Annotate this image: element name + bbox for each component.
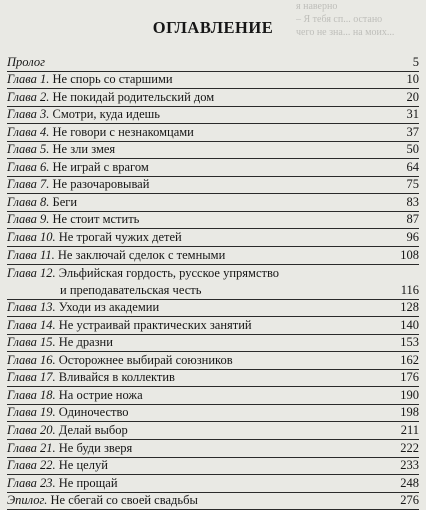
toc-entry-title: Не заключай сделок с темными	[57, 247, 226, 262]
toc-entry	[7, 387, 419, 405]
toc-entry-page: 211	[400, 423, 419, 438]
toc-entry-title: Вливайся в коллектив	[58, 370, 175, 385]
toc-entry-title: Не разочаровывай	[52, 177, 150, 192]
toc-entry	[7, 194, 419, 212]
toc-entry-page: 83	[406, 194, 419, 209]
toc-entry-page: 96	[406, 230, 419, 245]
toc-entry-title: Не говори с незнакомцами	[52, 124, 194, 139]
toc-entry-page: 140	[400, 317, 419, 332]
toc-entry	[7, 247, 419, 265]
toc-entry-label: Эпилог.	[7, 493, 48, 508]
toc-entry-title: Смотри, куда идешь	[52, 107, 160, 122]
toc-entry-page: 31	[406, 107, 419, 122]
toc-entry-label: Глава 7.	[7, 177, 50, 192]
toc-entry-page: 162	[400, 352, 419, 367]
toc-entry	[7, 177, 419, 195]
toc-entry-label: Глава 6.	[7, 159, 50, 174]
toc-entry-label: Глава 11.	[7, 247, 55, 262]
toc-entry-page: 108	[400, 247, 419, 262]
toc-entry-title: Не сбегай со своей свадьбы	[50, 493, 198, 508]
toc-entry-title: Не спорь со старшими	[52, 72, 173, 87]
toc-entry-page: 276	[400, 493, 419, 508]
toc-entry-label: Глава 8.	[7, 194, 50, 209]
toc-entry	[7, 142, 419, 160]
toc-entry-page: 198	[400, 405, 419, 420]
toc-entry	[7, 317, 419, 335]
toc-entry	[7, 159, 419, 177]
toc-entry-title: Не прощай	[58, 475, 118, 490]
toc-entry-page: 153	[400, 335, 419, 350]
toc-entry-label: Глава 18.	[7, 387, 56, 402]
toc-entry-title: Не зли змея	[52, 142, 116, 157]
toc-entry-page: 87	[406, 212, 419, 227]
toc-entry-title: Не трогай чужих детей	[58, 230, 182, 245]
toc-entry-label: Глава 16.	[7, 352, 56, 367]
toc-entry-page: 190	[400, 387, 419, 402]
toc-entry	[7, 229, 419, 247]
toc-entry-label: Пролог	[7, 54, 45, 69]
toc-entry-page: 20	[406, 89, 419, 104]
toc-entry-label: Глава 15.	[7, 335, 56, 350]
toc-entry-page: 64	[406, 159, 419, 174]
toc-entry-label: Глава 17.	[7, 370, 56, 385]
toc-entry-title: Одиночество	[58, 405, 129, 420]
toc-entry	[7, 54, 419, 72]
toc-entry-page: 128	[400, 300, 419, 315]
toc-entry-label: Глава 1.	[7, 72, 50, 87]
toc-entry-title: Не покидай родительский дом	[52, 89, 215, 104]
toc-entry-page: 222	[400, 440, 419, 455]
toc-entry-title: Не дразни	[58, 335, 113, 350]
toc-entry-label: Глава 4.	[7, 124, 50, 139]
toc-entry-page: 248	[400, 475, 419, 490]
page-title: ОГЛАВЛЕНИЕ	[152, 18, 274, 37]
toc-entry	[7, 422, 419, 440]
toc-entry-title: Не устраивай практических занятий	[58, 317, 252, 332]
toc-entry-label: Глава 13.	[7, 300, 56, 315]
toc-entry	[7, 335, 419, 353]
toc-entry-title: и преподавательская честь	[60, 282, 202, 297]
toc-entry-page: 50	[406, 142, 419, 157]
table-of-contents	[7, 54, 419, 510]
toc-entry-label: Глава 19.	[7, 405, 56, 420]
toc-entry-label: Глава 21.	[7, 440, 56, 455]
toc-entry-page: 233	[400, 458, 419, 473]
toc-entry-label: Глава 12.	[7, 266, 56, 281]
toc-entry-label: Глава 3.	[7, 107, 50, 122]
toc-entry-label: Глава 9.	[7, 212, 50, 227]
toc-entry	[7, 493, 419, 510]
toc-entry-title: Беги	[52, 194, 78, 209]
toc-entry-label: Глава 10.	[7, 230, 56, 245]
toc-entry	[7, 458, 419, 476]
toc-entry	[7, 124, 419, 142]
toc-entry-label: Глава 22.	[7, 458, 56, 473]
toc-entry	[7, 282, 419, 300]
toc-entry-page: 10	[406, 72, 419, 87]
toc-entry-label: Глава 5.	[7, 142, 50, 157]
toc-entry	[7, 300, 419, 318]
toc-entry-label: Глава 23.	[7, 475, 56, 490]
bleed-line: – Я тебя сп... остано	[296, 14, 383, 25]
toc-entry-title: Эльфийская гордость, русское упрямство	[58, 266, 280, 281]
toc-entry-page: 176	[400, 370, 419, 385]
toc-entry	[7, 370, 419, 388]
toc-entry-title: Осторожнее выбирай союзников	[58, 352, 233, 367]
toc-entry	[7, 89, 419, 107]
toc-entry-label: Глава 20.	[7, 423, 56, 438]
toc-entry-title: Не буди зверя	[58, 440, 133, 455]
toc-entry-title: На острие ножа	[58, 387, 143, 402]
toc-entry-title: Не играй с врагом	[52, 159, 149, 174]
toc-entry-title: Не стоит мстить	[52, 212, 140, 227]
toc-entry	[7, 352, 419, 370]
toc-entry-page: 37	[406, 124, 419, 139]
toc-entry-page: 5	[412, 54, 419, 69]
toc-entry	[7, 72, 419, 90]
toc-entry	[7, 440, 419, 458]
toc-entry-title: Уходи из академии	[58, 300, 160, 315]
toc-entry	[7, 405, 419, 423]
bleed-line: я наверно	[296, 1, 338, 12]
toc-entry-page: 116	[400, 282, 419, 297]
toc-entry-title: Не целуй	[58, 458, 108, 473]
toc-entry-title: Делай выбор	[58, 423, 128, 438]
toc-entry-label: Глава 2.	[7, 89, 50, 104]
toc-entry	[7, 212, 419, 230]
toc-entry	[7, 475, 419, 493]
toc-entry-label: Глава 14.	[7, 317, 56, 332]
bleed-line: чего не зна... на моих...	[296, 27, 395, 38]
toc-entry	[7, 265, 419, 283]
toc-entry-page: 75	[406, 177, 419, 192]
toc-entry	[7, 107, 419, 125]
